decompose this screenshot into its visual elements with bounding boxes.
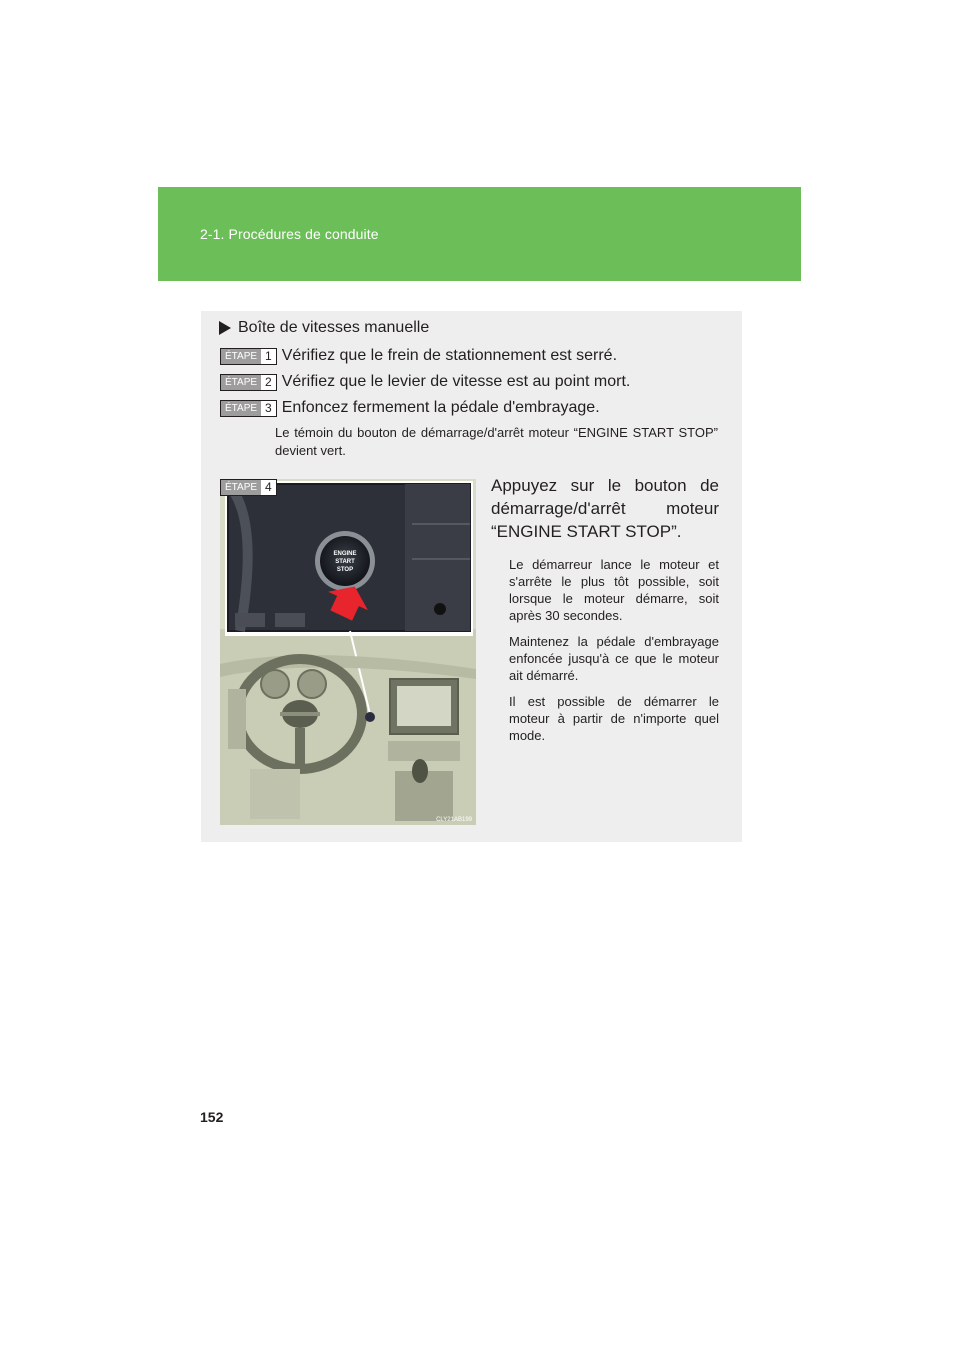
step-2	[220, 373, 630, 391]
figure-code: CLY21AB199	[436, 817, 472, 823]
step-3-note: Le témoin du bouton de démarrage/d'arrêt moteur “ENGINE START STOP” devient vert.	[275, 425, 718, 458]
triangle-bullet-icon	[219, 321, 231, 335]
step-text: Vérifiez que le levier de vitesse est au point mort.	[281, 373, 631, 390]
step-4-text: Appuyez sur le bouton de démarrage/d'arrêt moteur “ENGINE START STOP”.	[491, 476, 719, 541]
step-1	[220, 347, 617, 365]
step-4-note: Il est possible de démarrer le moteur à partir de n'importe quel mode.	[509, 694, 719, 743]
engine-start-button-figure	[220, 479, 476, 825]
step-badge: ÉTAPE 2	[220, 374, 277, 391]
page-number: 152	[200, 1109, 224, 1125]
step-4-note: Le démarreur lance le moteur et s'arrête le plus tôt possible, soit lorsque le moteur démarre, soit après 30 secondes.	[509, 557, 719, 623]
step-3	[220, 399, 600, 417]
section-heading	[219, 319, 429, 337]
step-4-note: Maintenez la pédale d'embrayage enfoncée jusqu'à ce que le moteur ait démarré.	[509, 634, 719, 683]
step-4-badge: ÉTAPE 4	[220, 479, 277, 496]
section-heading-text: Boîte de vitesses manuelle	[238, 319, 430, 336]
button-label-stop: STOP	[336, 567, 354, 573]
step-badge: ÉTAPE 3	[220, 400, 277, 417]
button-label-engine: ENGINE	[333, 551, 357, 557]
dashboard-illustration	[220, 479, 476, 825]
step-badge: ÉTAPE 1	[220, 348, 277, 365]
step-text: Enfoncez fermement la pédale d'embrayage.	[281, 399, 600, 416]
step-4-block	[491, 474, 719, 753]
step-text: Vérifiez que le frein de stationnement est serré.	[281, 347, 618, 364]
button-label-start: START	[335, 559, 355, 565]
step-4-notes	[491, 556, 719, 744]
section-title: 2-1. Procédures de conduite	[200, 226, 379, 242]
